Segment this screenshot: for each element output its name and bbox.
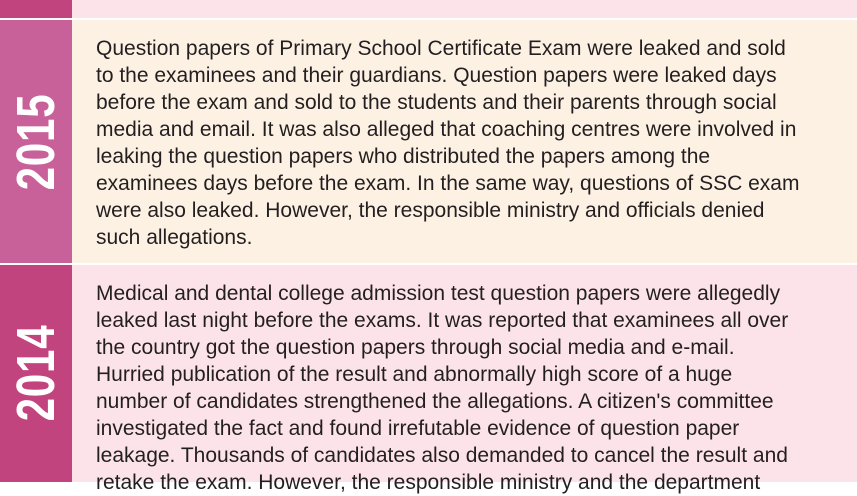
text-line: such allegations. (96, 226, 253, 249)
text-line: examinees days before the exam. In the same way, questions of SSC exam (96, 172, 800, 195)
year-bar (0, 0, 72, 19)
text-line: to the examinees and their guardians. Question papers were leaked days (96, 64, 777, 87)
text-line: were also leaked. However, the responsible ministry and officials denied (96, 199, 765, 222)
year-label: 2015 (6, 93, 66, 190)
text-line: leaked last night before the exams. It was reported that examinees all over (96, 309, 789, 332)
text-line: the country got the question papers through social media and e-mail. (96, 336, 735, 359)
text-line: number of candidates strengthened the allegations. A citizen's committee (96, 390, 774, 413)
text-line: leakage. Thousands of candidates also demanded to cancel the result and (96, 444, 788, 467)
text-line: investigated the fact and found irrefutable evidence of question paper (96, 417, 740, 440)
entry-text (96, 35, 849, 251)
year-label: 2014 (6, 324, 66, 422)
text-line: retake the exam. However, the responsible ministry and the department (96, 471, 761, 494)
entry-content (72, 19, 857, 264)
text-line: leaking the question papers who distributed the papers among the (96, 145, 711, 168)
text-line: Medical and dental college admission test question papers were allegedly (96, 282, 781, 305)
row-divider (0, 263, 857, 265)
year-bar (0, 19, 72, 264)
year-bar (0, 264, 72, 482)
text-line: media and email. It was also alleged that coaching centres were involved in (96, 118, 797, 141)
text-line: before the exam and sold to the students and their parents through social (96, 91, 777, 114)
text-line: Hurried publication of the result and abnormally high score of a huge (96, 363, 733, 386)
row-divider (0, 18, 857, 20)
text-line: Question papers of Primary School Certificate Exam were leaked and sold (96, 37, 786, 60)
timeline-row-2015 (0, 19, 857, 264)
entry-text (96, 280, 849, 496)
entry-content (72, 0, 857, 19)
timeline-row-previous (0, 0, 857, 19)
timeline-row-2014 (0, 264, 857, 494)
entry-content (72, 264, 857, 494)
